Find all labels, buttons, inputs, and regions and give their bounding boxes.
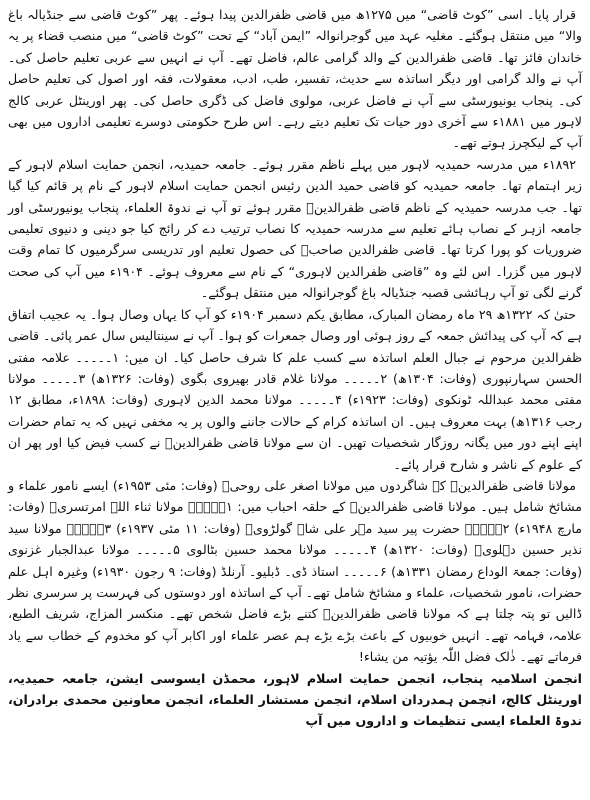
closing-line: انجمن اسلامیہ پنجاب، انجمن حمایت اسلام لاہور، محمڈن ایسوسی ایشن، جامعہ حمیدیہ، اورینٹل کالج، انجمن ہمدردان اسلام، انجمن مستشار العلماء، انجمن معاونین محمدی برادران، ندوۃ العلماء ایسی تنظیمات و اداروں میں آپ <box>8 670 582 729</box>
paragraph-1: قرار پایا۔ اسی ”کوٹ قاضی“ میں ۱۲۷۵ھ میں قاضی ظفرالدین پیدا ہوئے۔ پھر ”کوٹ قاضی سے جنڈیالہ باغ والا“ میں منتقل ہوگئے۔ مغلیہ عہد میں گوجرانوالہ ”ایمن آباد“ کے تحت ”کوٹ قاضی“ میں منصب قضاء پر یہ خاندان فائز تھا۔ قاضی ظفرالدین کے والد گرامی عالم، فاضل تھے۔ آپ نے انہیں سے عربی تعلیم حاصل کی۔ آپ نے والد گرامی اور دیگر اساتذہ سے حدیث، تفسیر، طب، ادب، معقولات، فقہ اور اصول کی تعلیم حاصل کی۔ پنجاب یونیورسٹی سے آپ نے فاضل عربی، مولوی فاضل کی ڈگری حاصل کی۔ پھر اورینٹل عربی کالج لاہور میں ۱۸۸۱ء سے آخری دور حیات تک تعلیم دیتے رہے۔ اس طرح حکومتی دوسرے تعلیمی اداروں میں بھی آپ کے لیکچرز ہوتے تھے۔ <box>8 7 582 151</box>
paragraph-2: ۱۸۹۲ء میں مدرسہ حمیدیہ لاہور میں پہلے ناظم مقرر ہوئے۔ جامعہ حمیدیہ، انجمن حمایت اسلام لاہور کے زیر اہتمام تھا۔ جامعہ حمیدیہ کو قاضی حمید الدین رئیس انجمن حمایت اسلام لاہور کے نام پر قائم کیا گیا تھا۔ جب مدرسہ حمیدیہ کے ناظم قاضی ظفرالدینؒ مقرر ہوئے تو آپ نے ندوۃ العلماء، پنجاب یونیورسٹی اور جامعہ ازہر کے نصاب ہائے تعلیم سے مدرسہ حمیدیہ کا نصاب ترتیب دے کر رائج کیا جو دینی و دنیوی تعلیمی ضروریات کو پورا کرتا تھا۔ قاضی ظفرالدین صاحبؒ کی حصول تعلیم اور تدریسی سرگرمیوں کا تمام وقت لاہور میں گزرا۔ اس لئے وہ ”قاضی ظفرالدین لاہوری“ کے نام سے معروف ہوئے۔ ۱۹۰۴ء میں آپ کی صحت گرنے لگی تو آپ رہائشی قصبہ جنڈیالہ باغ گوجرانوالہ میں منتقل ہوگئے۔ <box>8 156 582 301</box>
paragraph-4: مولانا قاضی ظفرالدینؒ کے شاگردوں میں مولانا اصغر علی روحیؒ (وفات: مئی ۱۹۵۳ء) ایسے نامور علماء و مشائخ شامل ہیں۔ مولانا قاضی ظفرالدینؒ کے حلقہ احباب میں: ۱۔۔۔۔۔ مولانا ثناء اللہ امرتسریؒ (وفات: مارچ ۱۹۴۸ء) ۲۔۔۔۔۔ حضرت پیر سید مہر علی شاہ گولڑویؒ (وفات: ۱۱ مئی ۱۹۳۷ء) ۳۔۔۔۔۔ مولانا سید نذیر حسین دہلویؒ (وفات: ۱۳۲۰ھ) ۴۔۔۔۔۔ مولانا محمد حسین بٹالوی ۵۔۔۔۔۔ مولانا عبدالجبار غزنوی (وفات: جمعۃ الوداع رمضان ۱۳۳۱ھ) ۶۔۔۔۔۔ استاذ ڈی۔ ڈبلیو۔ آرنلڈ (وفات: ۹ رجون ۱۹۳۰ء) وغیرہ اہل علم حضرات، نامور شخصیات، علماء و مشائخ شامل تھے۔ آپ کے اساتذہ اور دوستوں کی فہرست پر سرسری نظر ڈالیں تو پتہ چلتا ہے کہ مولانا قاضی ظفرالدینؒ کتنے بڑے فاضل شخص تھے۔ منکسر المزاج، شریف الطبع، علامہ، فہامہ تھے۔ انہیں خوبیوں کے باعث بڑے بڑے ہم عصر علماء اور اکابر آپ کو مخدوم کے خطاب سے یاد فرماتے تھے۔ ذٰلک فضل اللّٰہ یؤتیہ من یشاء! <box>8 477 582 665</box>
paragraph-3: حتیٰ کہ ۱۳۲۲ھ ۲۹ ماہ رمضان المبارک، مطابق یکم دسمبر ۱۹۰۴ء کو آپ کا یہاں وصال ہوا۔ یہ عجیب اتفاق ہے کہ آپ کی پیدائش جمعہ کے روز ہوئی اور وصال جمعرات کو ہوا۔ آپ نے سینتالیس سال عمر پائی۔ قاضی ظفرالدین مرحوم نے جبال العلم اساتذہ سے کسب علم کا شرف حاصل کیا۔ ان میں: ۱۔۔۔۔۔ علامہ مفتی الحسن سہارنپوری (وفات: ۱۳۰۴ھ) ۲۔۔۔۔۔ مولانا غلام قادر بھیروی بگوی (وفات: ۱۳۲۶ھ) ۳۔۔۔۔۔ مولانا مفتی محمد عبداللہ ٹونکوی (وفات: ۱۹۲۳ء) ۴۔۔۔۔۔ مولانا محمد الدین لاہوری (وفات: ۱۸۹۸ء، مطابق ۱۲ رجب ۱۳۱۶ھ) بہت معروف ہیں۔ ان اساتذہ کرام کے حالات جاننے والوں پر یہ مخفی نہیں کہ یہ تمام حضرات اپنے اپنے دور میں یگانہ روزگار شخصیات تھیں۔ ان سے مولانا قاضی ظفرالدینؒ نے کسب فیض کیا اور پھر ان کے علوم کے ناشر و شارح قرار پائے۔ <box>8 306 583 472</box>
